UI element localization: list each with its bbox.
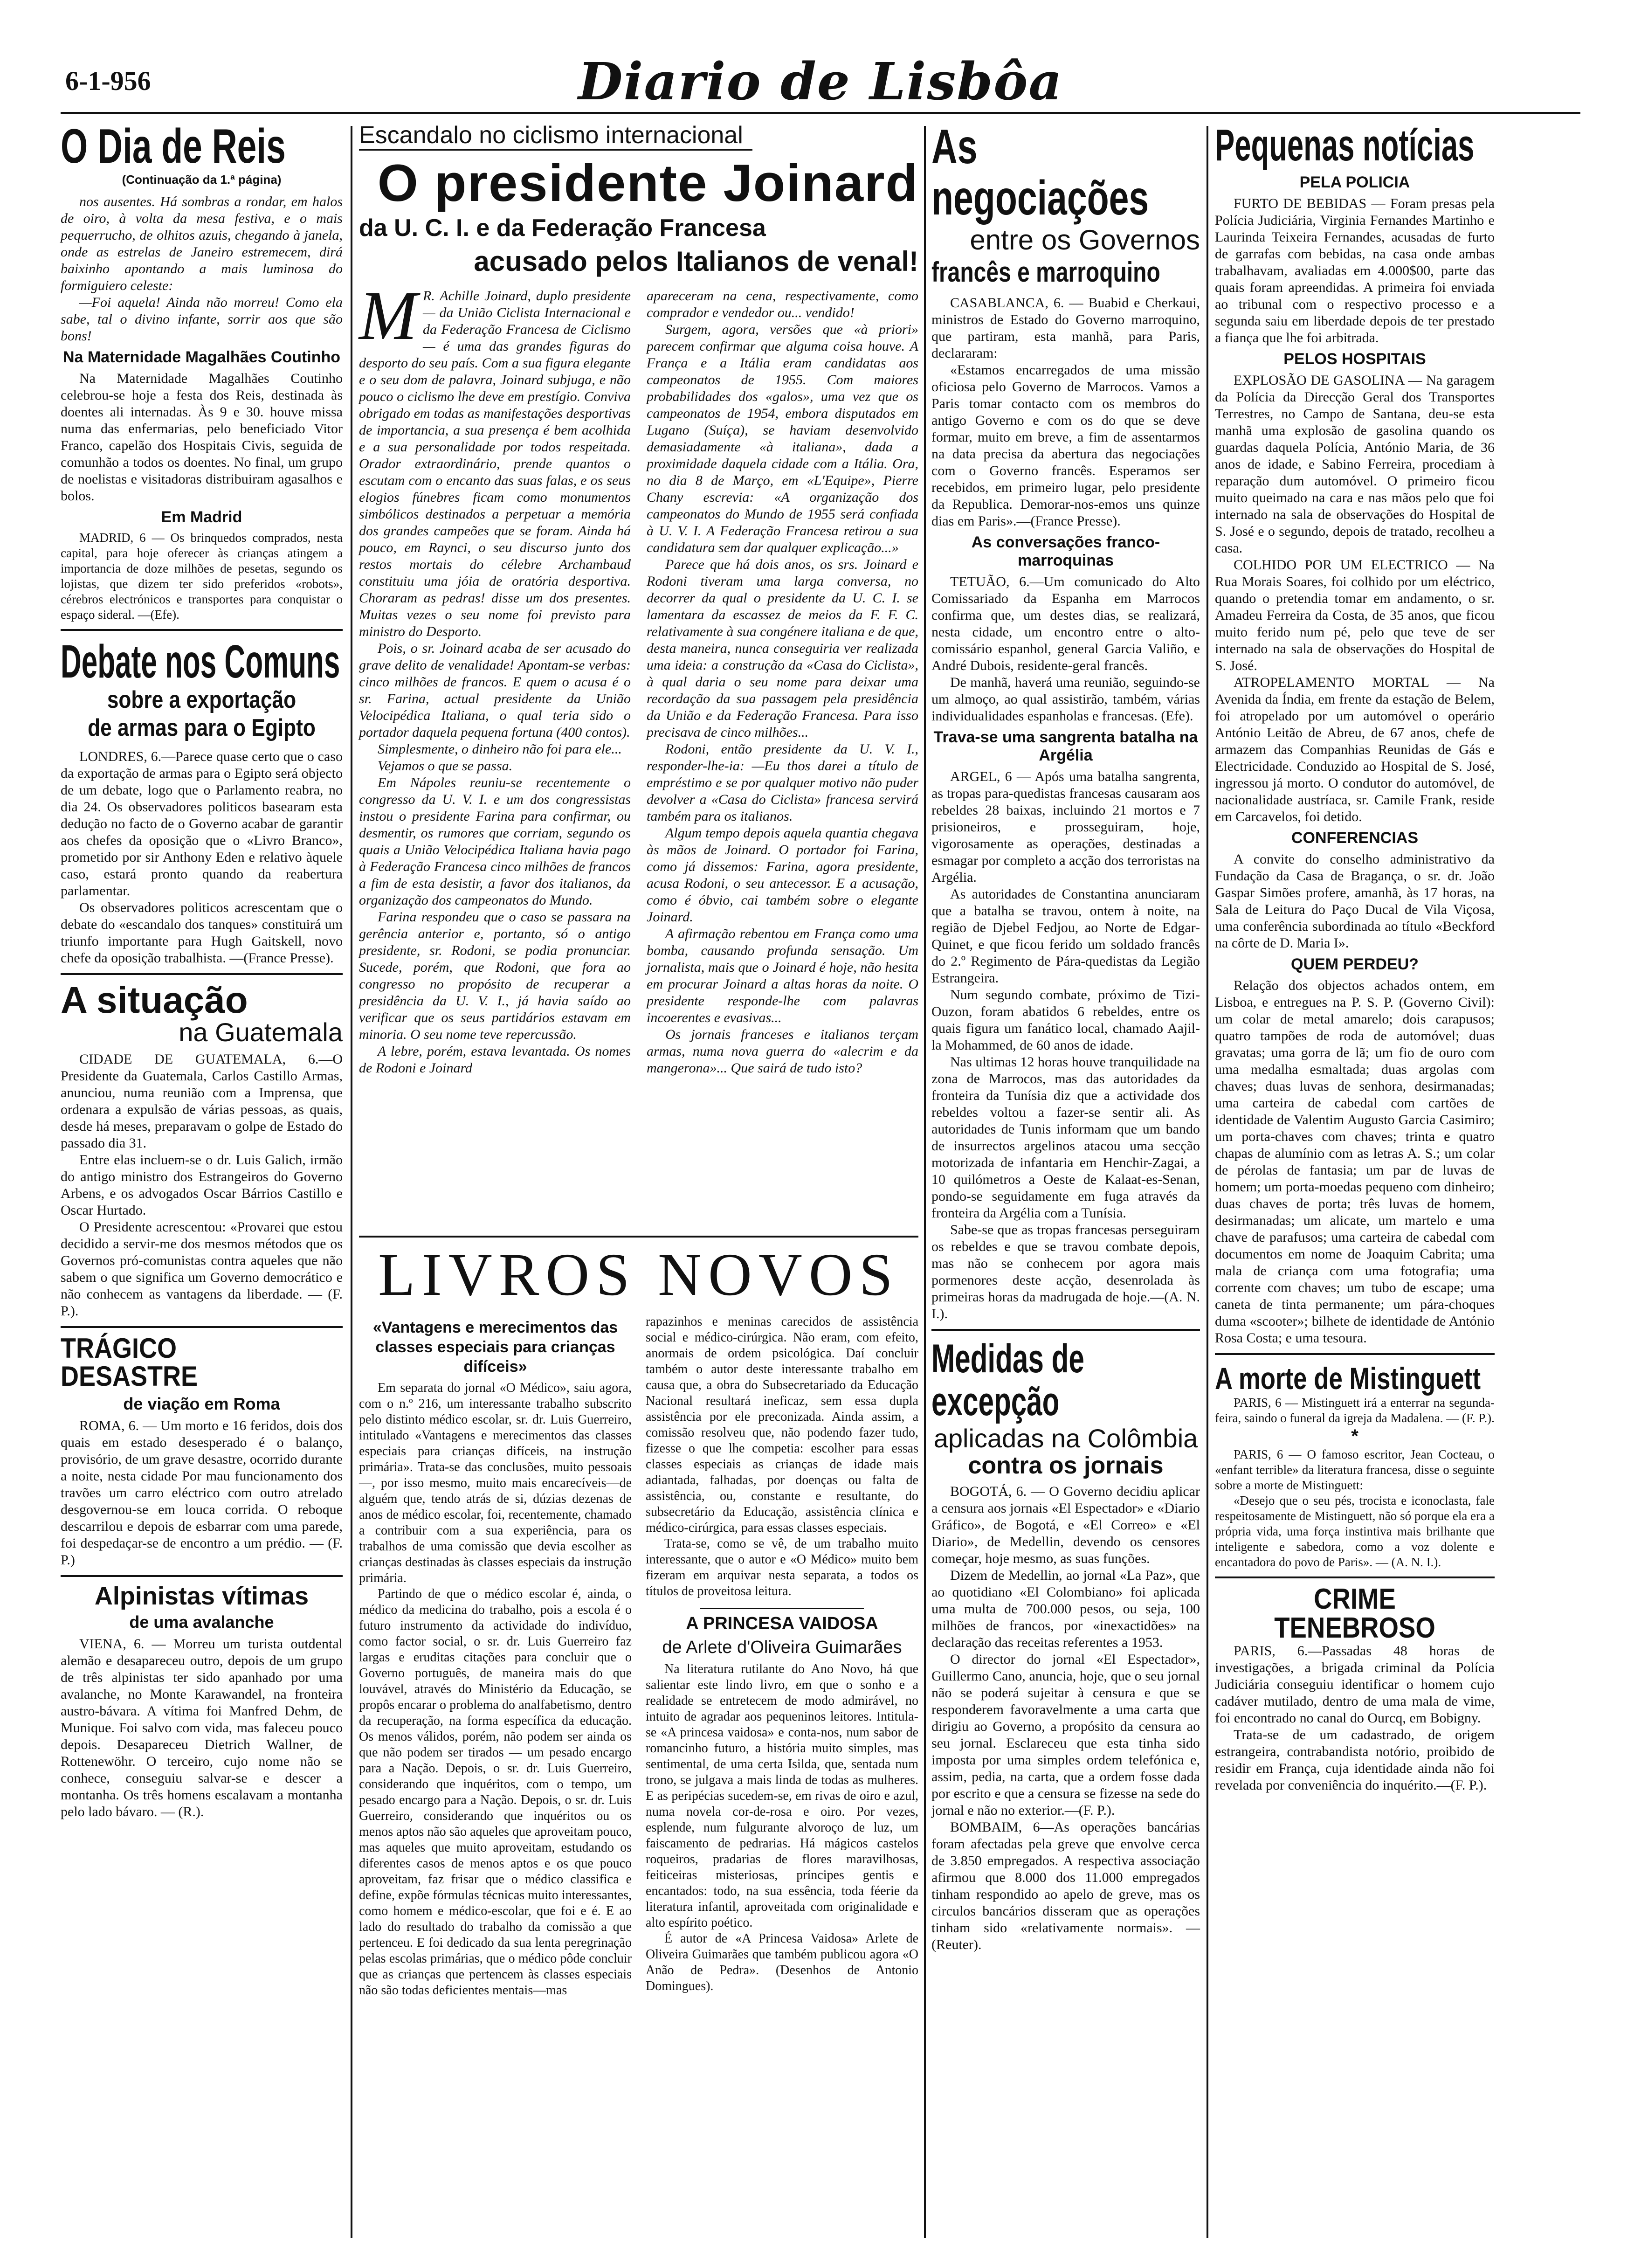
paragraph: apareceram na cena, respectivamente, como comprador e vendedor ou... vendido!	[647, 288, 918, 320]
paragraph: PARIS, 6.—Passadas 48 horas de investigações, a brigada criminal da Polícia Judiciária conseguiu identificar o homem cujo cadáver mutilado, dentro de uma mala de vime, foi encontrado no canal do Ourcq, em Bobigny.	[1215, 1643, 1495, 1726]
paragraph: ARGEL, 6 — Após uma batalha sangrenta, as tropas para-quedistas francesas causaram aos rebeldes 28 baixas, incluindo 21 mortos e 7 prisioneiros, e prosseguiram, hoje, vigorosamente as operações, destinadas a esmagar por completo a acção dos terroristas na Argélia.	[931, 769, 1200, 885]
subheadline: sobre a exportação	[107, 686, 296, 713]
subheadline: francês e marroquino	[931, 256, 1160, 288]
headline-negociacoes: As negociações	[931, 120, 1149, 225]
kicker: Escandalo no ciclismo internacional	[359, 121, 752, 151]
page-header	[61, 47, 1580, 114]
paragraph: —Foi aquela! Ainda não morreu! Como ela sabe, tal o divino infante, sorrir aos que são bons!	[61, 295, 343, 344]
headline-medidas: Medidas de excepção	[931, 1336, 1084, 1424]
column-rule	[351, 126, 352, 2238]
paragraph: Sabe-se que as tropas francesas perseguiram os rebeldes e que se travou combate depois, mas não se conhecem por agora mais pormenores deste acção, desenrolada às primeiras horas da madrugada de hoje.—(A. N. I.).	[931, 1222, 1200, 1321]
paragraph: «Estamos encarregados de uma missão oficiosa pelo Governo de Marrocos. Vamos a Paris tomar contacto com os membros do antigo Governo e com os do que se deve formar, muito em breve, a fim de assentarmos na data precisa da abertura das negociações com o Governo francês. Esperamos ser recebidos, em primeiro lugar, pelo presidente da Republica. Demorar-nos-emos uns quinze dias em Paris».—(France Presse).	[931, 362, 1200, 529]
headline-tragico: TRÁGICO DESASTRE	[61, 1333, 198, 1392]
paragraph: O Presidente acrescentou: «Provarei que estou decidido a servir-me dos mesmos métodos que os Governos pró-comunistas contra aqueles que não sabem o que significa um Governo democrático e não conhecem as vantagens da liberdade. — (F. P.).	[61, 1219, 343, 1319]
paragraph: A convite do conselho administrativo da Fundação da Casa de Bragança, o sr. dr. João Gaspar Simões profere, amanhã, às 17 horas, na Sala de Leitura do Paço Ducal de Vila Viçosa, uma conferência subordinada ao título «Beckford na côrte de D. Maria I».	[1215, 851, 1495, 951]
paragraph: TETUÃO, 6.—Um comunicado do Alto Comissariado da Espanha em Marrocos confirma que, um destes dias, se realizará, nesta cidade, um encontro entre o alto-comissário espanhol, general Garcia Valiño, e André Dubois, residente-geral francês.	[931, 574, 1200, 673]
headline-situacao: A situação	[61, 979, 248, 1021]
paragraph: O director do jornal «El Espectador», Guillermo Cano, anuncia, hoje, que o seu jornal não se poderá sujeitar à censura e que se responderem favoravelmente a uma carta que dirigiu ao Governo, a propósito da censura ao seu jornal. Esclareceu que esta tinha sido imposta por uma simples ordem telefónica e, assim, pedia, na carta, que a ordem fosse dada por escrito e que a censura se fizesse na sede do jornal e não no exterior.—(F. P.).	[931, 1652, 1200, 1818]
paragraph: Algum tempo depois aquela quantia chegava às mãos de Joinard. O portador foi Farina, como já dissemos: Farina, agora presidente, acusa Rodoni, o seu antecessor. E a acusação, como é óbvio, cai também sobre o elegante Joinard.	[647, 825, 918, 925]
book-review-column	[359, 1314, 632, 1998]
divider	[1215, 1353, 1495, 1355]
column-1	[61, 121, 343, 1820]
paragraph: BOGOTÁ, 6. — O Governo decidiu aplicar a censura aos jornais «El Espectador» e «Diario Gráfico», de Bogotá, e «El Correo» e «El Diario», de Medellin, devendo os censores começar, hoje mesmo, as suas funções.	[931, 1484, 1200, 1566]
paragraph: Vejamos o que se passa.	[378, 758, 513, 774]
subheadline: de armas para o Egipto	[88, 714, 316, 741]
paragraph: Trata-se de um cadastrado, de origem estrangeira, contrabandista notório, proibido de residir em França, cuja identidade ainda não foi revelada por conveniência do inquérito.—(F. P.).	[1215, 1727, 1495, 1793]
paragraph: Num segundo combate, próximo de Tizi-Ouzon, foram abatidos 6 rebeldes, entre os quais figura um fanático local, chamado Aajil-la Mohammed, de 60 anos de idade.	[931, 987, 1200, 1053]
article-column	[647, 288, 918, 1077]
issue-date: 6-1-956	[65, 66, 151, 96]
masthead: Diario de Lisbôa	[578, 51, 1063, 111]
paragraph: BOMBAIM, 6—As operações bancárias foram afectadas pela greve que envolve cerca de 3.850 empregados. A respectiva associação afirmou que 8.000 dos 11.000 empregados tinham respondido ao apelo de greve, mas os circulos bancários disseram que as operações tinham sido «relativamente normais». —(Reuter).	[931, 1819, 1200, 1952]
paragraph: R. Achille Joinard, duplo presidente — da União Ciclista Internacional e da Federação Francesa de Ciclismo — é uma das grandes figuras do desporto do seu país. Com a sua figura elegante e o seu dom de palavra, Joinard subjuga, e não pouco o ciclismo lhe deve em prestígio. Conviva obrigado em todas as manifestações desportivas de importancia, a sua presença é bem acolhida e a sua personalidade por todos respeitada. Orador extraordinário, prende quantos o escutam com o encanto das suas falas, e os seus elogios fúnebres ficam como monumentos simbólicos destinados a perpetuar a memória dos grandes campeões que se foram. Ainda há pouco, em Raynci, o seu discurso junto dos restos mortais do célebre Archambaud constituiu uma jóia de oratória desportiva. Choraram as pedras! disse um dos presentes. Muitas vezes o seu nome foi previsto para ministro do Desporto.	[359, 288, 631, 639]
paragraph: Relação dos objectos achados ontem, em Lisboa, e entregues na P. S. P. (Governo Civil): um colar de metal amarelo; dois carapusos; quatro tampões de roda de automóvel; duas gravatas; uma gorra de lã; um fio de ouro com uma medalha esmaltada; duas argolas com chaves; duas luvas de senhora, desirmanadas; uma carteira de cabedal com cartões de identidade de Valentim Augusto Garcia Casimiro; um porta-chaves com chaves; trinta e quatro chapas de alumínio com as letras A. S.; um colar de pérolas de fantasia; um par de luvas de homem; um porta-moedas pequeno com dinheiro; duas chaves de porta; três luvas de homem, desirmanadas; um alicate, um martelo e uma chave de parafusos; uma carteira de cabedal com documentos em nome de Joaquim Cabrita; uma mala de criança com uma fotografia; uma corrente com chaves; um tubo de escape; uma caneta de tinta permanente; um pára-choques duma «scooter»; bilhete de identidade de António Rosa Costa; e uma tesoura.	[1215, 978, 1495, 1346]
paragraph: Na Maternidade Magalhães Coutinho celebrou-se hoje a festa dos Reis, destinada às doentes ali internadas. Às 9 e 30. houve missa numa das enfermarias, pelo beneficiado Vitor Franco, capelão dos Hospitais Civis, seguida de comunhão a todos os doentes. No final, um grupo de noelistas e visitadoras distribuiram agasalhos e bolos.	[61, 371, 343, 504]
divider	[61, 1326, 343, 1328]
section-label: PELA POLICIA	[1299, 173, 1410, 191]
paragraph: Na literatura rutilante do Ano Novo, há que salientar este lindo livro, em que o sonho e a realidade se entretecem de modo admirável, no intuito de agradar aos pequeninos leitores. Intitula-se «A princesa vaidosa» e conta-nos, num sabor de romancinho futuro, a história muito simples, mas sentimental, de uma certa Isilda, que, sentada num trono, se julgava a mais linda de todas as mulheres. E as peripécias sucedem-se, em rivas de oiro e azul, numa novela cor-de-rosa e oiro. Por vezes, esplende, num fulgurante alvoroço de luz, um faiscamento de pedrarias. Há mágicos castelos roqueiros, pradarias de flores maravilhosas, feiticeiras misteriosas, príncipes gentis e encantados: todo, na sua essência, toda féerie da literatura infantil, aproveitada com originalidade e alto espírito poético.	[646, 1662, 918, 1930]
paragraph: Parece que há dois anos, os srs. Joinard e Rodoni tiveram uma larga conversa, no decorrer da qual o presidente da U. C. I. se lamentara da escassez de meios da F. F. C. relativamente à sua congénere italiana e de que, desta maneira, nunca conseguiria ver realizada uma ideia: a construção da «Casa do Ciclista», à qual daria o seu nome para deixar uma recordação da sua passagem pela presidência da União e da Federação Francesa. Para isso precisava de cinco milhões...	[647, 557, 918, 740]
paragraph: De manhã, haverá uma reunião, seguindo-se um almoço, ao qual assistirão, também, várias individualidades espanholas e francesas. (Efe).	[931, 675, 1200, 724]
paragraph: CIDADE DE GUATEMALA, 6.—O Presidente da Guatemala, Carlos Castillo Armas, anunciou, numa reunião com a Imprensa, que ordenara a expulsão de várias pessoas, as quais, desde há meses, preparavam o golpe de Estado do passado dia 31.	[61, 1051, 343, 1151]
paragraph: Partindo de que o médico escolar é, ainda, o médico da medicina do trabalho, pois a escola é o futuro instrumento da actividade do indivíduo, como factor social, o sr. dr. Luis Guerreiro faz largas e eruditas citações para concluir que o Governo português, de maneira mais do que louvável, através do Ministério da Educação, se propôs encarar o problema do analfabetismo, dentro da recuperação, na forma específica da educação. Os menos válidos, porém, não podem ser ainda os que não podem ser tirados — um pesado encargo para a Nação. Depois, o sr. dr. Luis Guerreiro, considerando que inquéritos, com o tempo, um pesado encargo para a Nação. Depois, o sr. dr. Luis Guerreiro, considerando que inquéritos ou os menos aptos não são aqueles que aproveitam pouco, mas aqueles que muito aproveitam, estudando os diferentes casos de menos aptos e os que pouco aproveitam, faz frisar que o médico classifica e define, expõe fórmulas técnicas muito interessantes, como homem e médico-escolar, que foi e é. E ao lado do resultado do trabalho da comissão a que pertenceu. E foi dedicado da sua lenta peregrinação pelas escolas primárias, que o médico pôde concluir que as crianças que pertencem às classes especiais não são todas deficientes mentais—mas	[359, 1587, 632, 1998]
paragraph: Nas ultimas 12 horas houve tranquilidade na zona de Marrocos, mas das autoridades da fronteira da Tunísia diz que a actividade dos rebeldes voltou a fazer-se sentir ali. As autoridades de Tunis informam que um bando de insurrectos argelinos atacou uma secção motorizada de infantaria em Henchir-Zagai, a 10 quilómetros a Oeste de Kalaat-es-Senan, pondo-se seguidamente em fuga através da fronteira da Argélia com a Tunísia.	[931, 1054, 1200, 1221]
divider	[61, 1575, 343, 1577]
continuation-note: (Continuação da 1.ª página)	[122, 173, 282, 187]
paragraph: LONDRES, 6.—Parece quase certo que o caso da exportação de armas para o Egipto será objecto de um debate, logo que o Parlamento reabra, no dia 24. Os observadores politicos basearam esta dedução no facto de o Governo acabar de garantir aos chefes da oposição que o «Livro Branco», prometido por sir Anthony Eden e relativo àquele caso, estará pronto quando da reabertura parlamentar.	[61, 749, 343, 899]
divider	[61, 629, 343, 631]
subheadline: de viação em Roma	[123, 1394, 280, 1413]
paragraph: FURTO DE BEBIDAS — Foram presas pela Polícia Judiciária, Virginia Fernandes Martinho e Laurinda Teixeira Fernandes, acusadas de furto de garrafas com bebidas, na casa onde ambas trabalhavam, avaliadas em 4.000$00, parte das quais foram apreendidas. A primeira foi enviada ao tribunal com o respectivo processo e a segunda saiu em liberdade depois de ter prestado a fiança que lhe foi arbitrada.	[1215, 196, 1495, 346]
headline-pequenas-noticias: Pequenas notícias	[1215, 120, 1475, 170]
review-author: de Arlete d'Oliveira Guimarães	[662, 1638, 902, 1657]
paragraph: Em Nápoles reuniu-se recentemente o congresso da U. V. I. e um dos congressistas instou o presidente Farina para confirmar, ou desmentir, os rumores que corriam, segundo os quais a União Velocipédica Italiana havia pago à Federação Francesa cinco milhões de francos a fim de esta desistir, a favor dos italianos, da organização dos campeonatos do Mundo.	[359, 775, 631, 908]
paragraph: rapazinhos e meninas carecidos de assistência social e médico-cirúrgica. Não eram, com efeito, anormais de ordem psicológica. Daí concluir também o autor deste interessante trabalho em causa que, a obra do Subsecretariado da Educação Nacional resultará ineficaz, sem essa dupla assistência por ele preconizada. Ainda assim, a comissão resolveu que, não podendo fazer tudo, fizesse o que lhe competia: escolher para essas classes especiais as crianças de idade mais adiantada, falhadas, por doenças ou falta de assistência, ou, constante e resultante, do subsecretário da Educação, assistência clínica e médico-cirúrgica, para essas classes especiais.	[646, 1314, 918, 1535]
divider	[931, 1329, 1200, 1331]
subheadline: da U. C. I. e da Federação Francesa	[359, 214, 766, 242]
paragraph: As autoridades de Constantina anunciaram que a batalha se travou, ontem à noite, na região de Djebel Fedjou, ao Norte de Edgar-Quinet, e que ficou ferido um soldado francês do 2.º Regimento de Pára-quedistas da Legião Estrangeira.	[931, 886, 1200, 986]
headline-dia-de-reis: O Dia de Reis	[61, 119, 286, 173]
paragraph: COLHIDO POR UM ELECTRICO — Na Rua Morais Soares, foi colhido por um eléctrico, quando o pretendia tomar em andamento, o sr. Amadeu Ferreira da Costa, de 35 anos, que ficou muito ferido num pé, pelo que teve de ser internado na sala de observações do Hospital de S. José.	[1215, 557, 1495, 673]
section-label: PELOS HOSPITAIS	[1283, 350, 1426, 368]
headline-alpinistas: Alpinistas vítimas	[94, 1582, 309, 1610]
paragraph: PARIS, 6 — Mistinguett irá a enterrar na segunda-feira, saindo o funeral da igreja da Madalena. — (F. P.).	[1215, 1396, 1495, 1425]
article-column	[359, 277, 631, 1077]
paragraph: CASABLANCA, 6. — Buabid e Cherkaui, ministros de Estado do Governo marroquino, que partiram, esta manhã, para Paris, declararam:	[931, 295, 1200, 361]
paragraph: ROMA, 6. — Um morto e 16 feridos, dois dos quais em estado desesperado é o balanço, provisório, de um grave desastre, ocorrido durante a noite, nesta cidade Por mau funcionamento dos travões um carro eléctrico com outro atrelado desgovernou-se em louca corrida. O reboque descarrilou e depois de esbarrar com uma parede, foi despedaçar-se de encontro a um prédio. — (F. P.)	[61, 1418, 343, 1568]
paragraph: Os observadores politicos acrescentam que o debate do «escandalo dos tanques» constituirá um triunfo importante para Hugh Gaitskell, novo chefe da oposição trabalhista. —(France Presse).	[61, 900, 343, 966]
review-headline: A PRINCESA VAIDOSA	[686, 1614, 878, 1633]
paragraph: EXPLOSÃO DE GASOLINA — Na garagem da Polícia da Direcção Geral dos Transportes Terrestres, no Campo de Santana, deu-se esta manhã uma explosão de gasolina quando os guardas daquela Polícia, António Maria, de 36 anos de idade, e Sabino Ferreira, procediam à reparação dum automóvel. O primeiro ficou muito queimado na cara e nas mãos pelo que foi internado na sala de observações do Hospital de S. José e o segundo, depois de tratado, recolheu a casa.	[1215, 373, 1495, 556]
subheading: Em Madrid	[161, 508, 242, 526]
book-review-column	[646, 1314, 918, 1998]
column-4	[931, 121, 1200, 1953]
paragraph: Dizem de Medellin, ao jornal «La Paz», que ao quotidiano «El Colombiano» foi aplicada uma multa de 700.000 pesos, ou seja, 100 milhões de francos, por «inexactidões» na declaração das receitas referentes a 1953.	[931, 1568, 1200, 1650]
divider	[61, 973, 343, 975]
drop-cap: M	[359, 277, 417, 354]
subheadline: na Guatemala	[179, 1017, 343, 1047]
paragraph: «Desejo que o seu pés, trocista e iconoclasta, fale respeitosamente de Mistinguett, não só porque ela era a própria vida, uma força instintiva mais brilhante que inteligente e sabedora, como a voz dolente e encantadora do povo de Paris». — (A. N. I.).	[1215, 1494, 1495, 1569]
paragraph: ATROPELAMENTO MORTAL — Na Avenida da Índia, em frente da estação de Belem, foi atropelado por um automóvel o operário António Leitão de Abreu, de 67 anos, chefe de armazem das Companhias Reunidas de Gás e Electricidade. Conduzido ao Hospital de S. José, ingressou já morto. O condutor do automóvel, de nacionalidade austríaca, sr. Camile Frank, reside em Carcavelos, foi detido.	[1215, 675, 1495, 824]
headline-debate: Debate nos Comuns	[61, 636, 340, 688]
column-rule	[1207, 126, 1208, 2238]
paragraph: VIENA, 6. — Morreu um turista outdental alemão e desapareceu outro, depois de um grupo de três alpinistas ter sido apanhado por uma avalanche, no Monte Karawandel, na fronteira austro-bávara. A vítima foi Manfred Dehm, de Munique. Foi salvo com vida, mas faleceu pouco depois. Desapareceu Dietrich Wallner, de Rottenewöhr. O terceiro, cujo nome não se conhece, conseguiu salvar-se e descer a montanha. Os três homens escalavam a montanha pelo lado bávaro. — (R.).	[61, 1636, 343, 1819]
subheading: Na Maternidade Magalhães Coutinho	[62, 348, 341, 366]
paragraph: Surgem, agora, versões que «à priori» parecem confirmar que alguma coisa houve. A França e a Itália eram candidatas aos campeonatos de 1955. Com maiores probabilidades dos «galos», uma vez que os campeonatos de 1954, embora disputados em Lugano (Suíça), se haviam desenvolvido demasiadamente «à italiana», dada a proximidade daquela cidade com a Itália. Ora, no dia 8 de Março, em «L'Equipe», Pierre Chany escrevia: «A organização dos campeonatos do Mundo de 1955 será confiada à U. V. I. A Federação Francesa retirou a sua candidatura sem dar qualquer explicação...»	[647, 322, 918, 555]
paragraph: Trata-se, como se vê, de um trabalho muito interessante, que o autor e «O Médico» muito bem fizeram em arquivar nesta separata, a todos os títulos de proveitosa leitura.	[646, 1536, 918, 1598]
column-rule	[924, 126, 926, 2238]
paragraph: Farina respondeu que o caso se passara na gerência anterior e, portanto, só o antigo presidente, sr. Rodoni, se podia pronunciar. Sucede, porém, que Rodoni, que fora ao congresso no propósito de recuperar a presidência da U. V. I., já havia saído ao verificar que os seus partidários estavam em minoria. O seu nome teve repercussão.	[359, 909, 631, 1042]
column-5	[1215, 121, 1495, 1794]
headline-joinard: O presidente Joinard	[377, 154, 918, 212]
section-label: QUEM PERDEU?	[1291, 955, 1419, 973]
paragraph: Os jornais franceses e italianos terçam armas, numa nova guerra do «alecrim e da mangerona»... Que sairá de tudo isto?	[647, 1027, 918, 1076]
headline-mistinguett: A morte de Mistinguett	[1215, 1361, 1481, 1396]
subheadline: de uma avalanche	[129, 1612, 274, 1632]
paragraph: É autor de «A Princesa Vaidosa» Arlete de Oliveira Guimarães que também publicou agora «O Anão de Pedra». (Desenhos de Antonio Domingues).	[646, 1931, 918, 1993]
asterisk-separator: *	[1351, 1426, 1358, 1446]
paragraph: Em separata do jornal «O Médico», saiu agora, com o n.º 216, um interessante trabalho subscrito pelo distinto médico escolar, sr. dr. Luis Guerreiro, intitulado «Vantagens e merecimentos das classes especiais para crianças difíceis, na instrução primária». Trata-se das conclusões, muito pessoais—, por isso mesmo, muito mais encarecíveis—de alguém que, tendo atrás de si, dúzias dezenas de anos de médico escolar, foi, recentemente, chamado a contribuir com a sua experiência, para os trabalhos de uma comissão que devia escolher as crianças destinadas às classes especiais da instrução primária.	[359, 1381, 632, 1585]
section-label: CONFERENCIAS	[1291, 829, 1419, 847]
paragraph: PARIS, 6 — O famoso escritor, Jean Cocteau, o «enfant terrible» da literatura francesa, disse o seguinte sobre a morte de Mistinguett:	[1215, 1447, 1495, 1492]
subheadline: acusado pelos Italianos de venal!	[474, 246, 918, 277]
subheading: As conversações franco-marroquinas	[971, 533, 1160, 569]
paragraph: nos ausentes. Há sombras a rondar, em halos de oiro, à volta da mesa festiva, e o mais pequerrucho, de olhitos azuis, chegando à janela, onde as estrelas de Janeiro estremecem, dirá baixinho apontando a mais luminosa do formiguiero celeste:	[61, 194, 343, 293]
paragraph: Rodoni, então presidente da U. V. I., responder-lhe-ia: —Eu thos darei a título de empréstimo e se por qualquer motivo não puder devolver a «Casa do Ciclista» francesa servirá também para os italianos.	[647, 741, 918, 824]
paragraph: MADRID, 6 — Os brinquedos comprados, nesta capital, para hoje oferecer às crianças atingem a importancia de doze milhões de pesetas, segundo os lojistas, que dizem ter sido preferidos «robots», cérebros electrónicos e transportes para conquistar o espaço sideral. —(Efe).	[61, 531, 343, 622]
livros-novos-section	[359, 1236, 918, 1998]
headline-crime: CRIME TENEBROSO	[1274, 1583, 1435, 1644]
paragraph: A lebre, porém, estava levantada. Os nomes de Rodoni e Joinard	[359, 1044, 631, 1076]
subheading: Trava-se uma sangrenta batalha na Argélia	[933, 728, 1198, 764]
paragraph: Pois, o sr. Joinard acaba de ser acusado do grave delito de venalidade! Apontam-se verbas: cinco milhões de francos. E quem o acusa é o sr. Farina, actual presidente da União Velocipédica Italiana, o qual teria sido o portador daquela pequena fortuna (400 contos).	[359, 641, 631, 740]
section-title: LIVROS NOVOS	[378, 1241, 899, 1308]
paragraph: A afirmação rebentou em França como uma bomba, causando profunda sensação. Um jornalista, mais que o Joinard é hoje, não hesita em procurar Joinard a altas horas da noite. O presidente responde-lhe com palavras incoerentes e evasivas...	[647, 926, 918, 1025]
paragraph: Simplesmente, o dinheiro não foi para ele...	[378, 741, 622, 757]
subheadline: entre os Governos	[970, 224, 1200, 256]
subheadline: aplicadas na Colômbia	[933, 1424, 1198, 1453]
paragraph: Entre elas incluem-se o dr. Luis Galich, irmão do antigo ministro dos Estrangeiros do Governo Arbens, e os advogados Oscar Bárrios Castillo e Oscar Hurtado.	[61, 1152, 343, 1218]
divider	[1215, 1577, 1495, 1578]
subheadline: contra os jornais	[968, 1452, 1164, 1479]
review-headline: «Vantagens e merecimentos das classes especiais para crianças difíceis»	[372, 1319, 618, 1376]
joinard-article	[359, 121, 918, 1077]
